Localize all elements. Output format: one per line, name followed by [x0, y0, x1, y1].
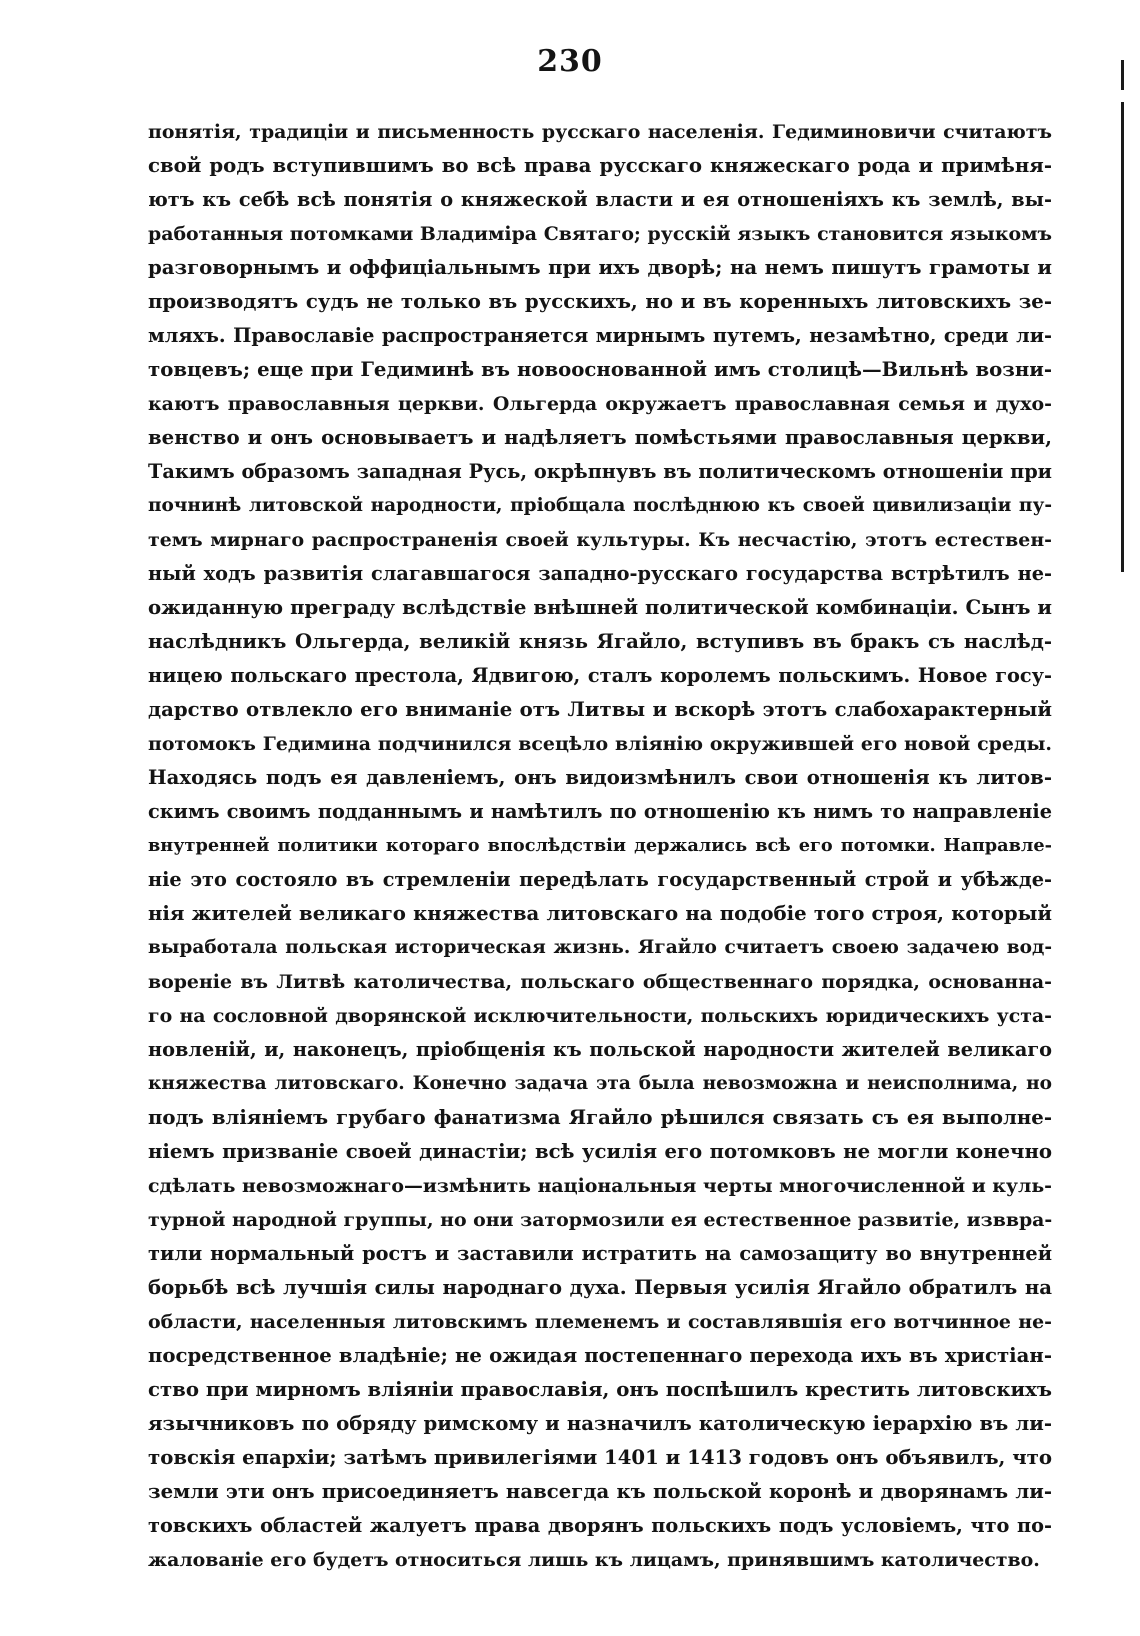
text-line-10: венство и онъ основываетъ и надѣляетъ помѣстьями православныя церкви, [148, 426, 1052, 449]
text-line-41: земли эти онъ присоединяетъ навсегда къ польской коронѣ и дворянамъ ли- [148, 1480, 1052, 1503]
text-line-40: товскія епархіи; затѣмъ привилегіями 1401 и 1413 годовъ онъ объявилъ, что [148, 1446, 1052, 1469]
text-line-38: ство при мирномъ вліяніи православія, онъ поспѣшилъ крестить литовскихъ [148, 1378, 1052, 1401]
text-line-9: каютъ православныя церкви. Ольгерда окружаетъ православная семья и духо- [148, 393, 1052, 415]
text-line-13: темъ мирнаго распространенія своей культуры. Къ несчастію, этотъ естествен- [148, 529, 1052, 551]
page-edge-line [1121, 102, 1124, 572]
text-line-1: понятія, традиціи и письменность русскаго населенія. Гедиминовичи считаютъ [148, 121, 1052, 143]
text-line-22: внутренней политики котораго впослѣдствіи держались всѣ его потомки. Направле- [148, 835, 1052, 856]
text-line-29: княжества литовскаго. Конечно задача эта была невозможна и неисполнима, но [148, 1073, 1052, 1094]
body-text [148, 115, 1052, 1577]
text-line-18: дарство отвлекло его вниманіе отъ Литвы и вскорѣ этотъ слабохарактерный [148, 698, 1052, 721]
text-line-14: ный ходъ развитія слагавшагося западно-русскаго государства встрѣтилъ не- [148, 562, 1052, 585]
text-line-17: ницею польскаго престола, Ядвигою, сталъ королемъ польскимъ. Новое госу- [148, 664, 1052, 687]
text-line-24: нія жителей великаго княжества литовскаго на подобіе того строя, который [148, 902, 1052, 925]
text-line-19: потомокъ Гедимина подчинился всецѣло вліянію окружившей его новой среды. [148, 733, 1052, 755]
text-line-23: ніе это состояло въ стремленіи передѣлать государственный строй и убѣжде- [148, 868, 1052, 891]
text-line-28: новленій, и, наконецъ, пріобщенія къ польской народности жителей великаго [148, 1038, 1052, 1061]
text-line-30: подъ вліяніемъ грубаго фанатизма Ягайло рѣшился связать съ ея выполне- [148, 1106, 1052, 1129]
text-line-25: выработала польская историческая жизнь. Ягайло считаетъ своею задачею вод- [148, 937, 1052, 958]
text-line-8: товцевъ; еще при Гедиминѣ въ новооснованной имъ столицѣ—Вильнѣ возни- [148, 358, 1052, 381]
text-line-26: вореніе въ Литвѣ католичества, польскаго общественнаго порядка, основанна- [148, 971, 1052, 993]
text-line-5: разговорнымъ и оффиціальнымъ при ихъ дворѣ; на немъ пишутъ грамоты и [148, 256, 1052, 279]
text-line-34: тили нормальный ростъ и заставили истратить на самозащиту во внутренней [148, 1242, 1052, 1265]
text-line-32: сдѣлать невозможнаго—измѣнить національныя черты многочисленной и куль- [148, 1175, 1052, 1197]
text-line-20: Находясь подъ ея давленіемъ, онъ видоизмѣнилъ свои отношенія къ литов- [148, 766, 1052, 789]
text-line-42: товскихъ областей жалуетъ права дворянъ польскихъ подъ условіемъ, что по- [148, 1514, 1052, 1537]
text-line-15: ожиданную преграду вслѣдствіе внѣшней политической комбинаціи. Сынъ и [148, 596, 1052, 619]
text-line-39: язычниковъ по обряду римскому и назначилъ католическую іерархію въ ли- [148, 1412, 1052, 1435]
text-line-33: турной народной группы, но они затормозили ея естественное развитіе, изввра- [148, 1209, 1052, 1231]
text-line-2: свой родъ вступившимъ во всѣ права русскаго княжескаго рода и примѣня- [148, 154, 1052, 177]
text-line-6: производятъ судъ не только въ русскихъ, но и въ коренныхъ литовскихъ зе- [148, 290, 1052, 313]
text-line-31: ніемъ призваніе своей династіи; всѣ усилія его потомковъ не могли конечно [148, 1140, 1052, 1163]
text-line-4: работанныя потомками Владиміра Святаго; русскій языкъ становится языкомъ [148, 223, 1052, 245]
page-edge-mark [1121, 60, 1124, 90]
text-line-43: жалованіе его будетъ относиться лишь къ лицамъ, принявшимъ католичество. [148, 1549, 1040, 1571]
text-line-37: посредственное владѣніе; не ожидая постепеннаго перехода ихъ въ христіан- [148, 1344, 1052, 1367]
text-line-35: борьбѣ всѣ лучшія силы народнаго духа. Первыя усилія Ягайло обратилъ на [148, 1276, 1052, 1299]
text-line-12: почнинѣ литовской народности, пріобщала послѣднюю къ своей цивилизаціи пу- [148, 495, 1052, 516]
text-line-21: скимъ своимъ подданнымъ и намѣтилъ по отношенію къ нимъ то направленіе [148, 800, 1052, 823]
text-line-7: мляхъ. Православіе распространяется мирнымъ путемъ, незамѣтно, среди ли- [148, 324, 1052, 347]
text-line-11: Такимъ образомъ западная Русь, окрѣпнувъ въ политическомъ отношеніи при [148, 460, 1052, 483]
page-number: 230 [537, 44, 603, 79]
text-line-27: го на сословной дворянской исключительности, польскихъ юридическихъ уста- [148, 1005, 1052, 1027]
text-line-16: наслѣдникъ Ольгерда, великій князь Ягайло, вступивъ въ бракъ съ наслѣд- [148, 630, 1052, 653]
text-line-3: ютъ къ себѣ всѣ понятія о княжеской власти и ея отношеніяхъ къ землѣ, вы- [148, 188, 1052, 211]
text-line-36: области, населенныя литовскимъ племенемъ и составлявшія его вотчинное не- [148, 1311, 1052, 1333]
